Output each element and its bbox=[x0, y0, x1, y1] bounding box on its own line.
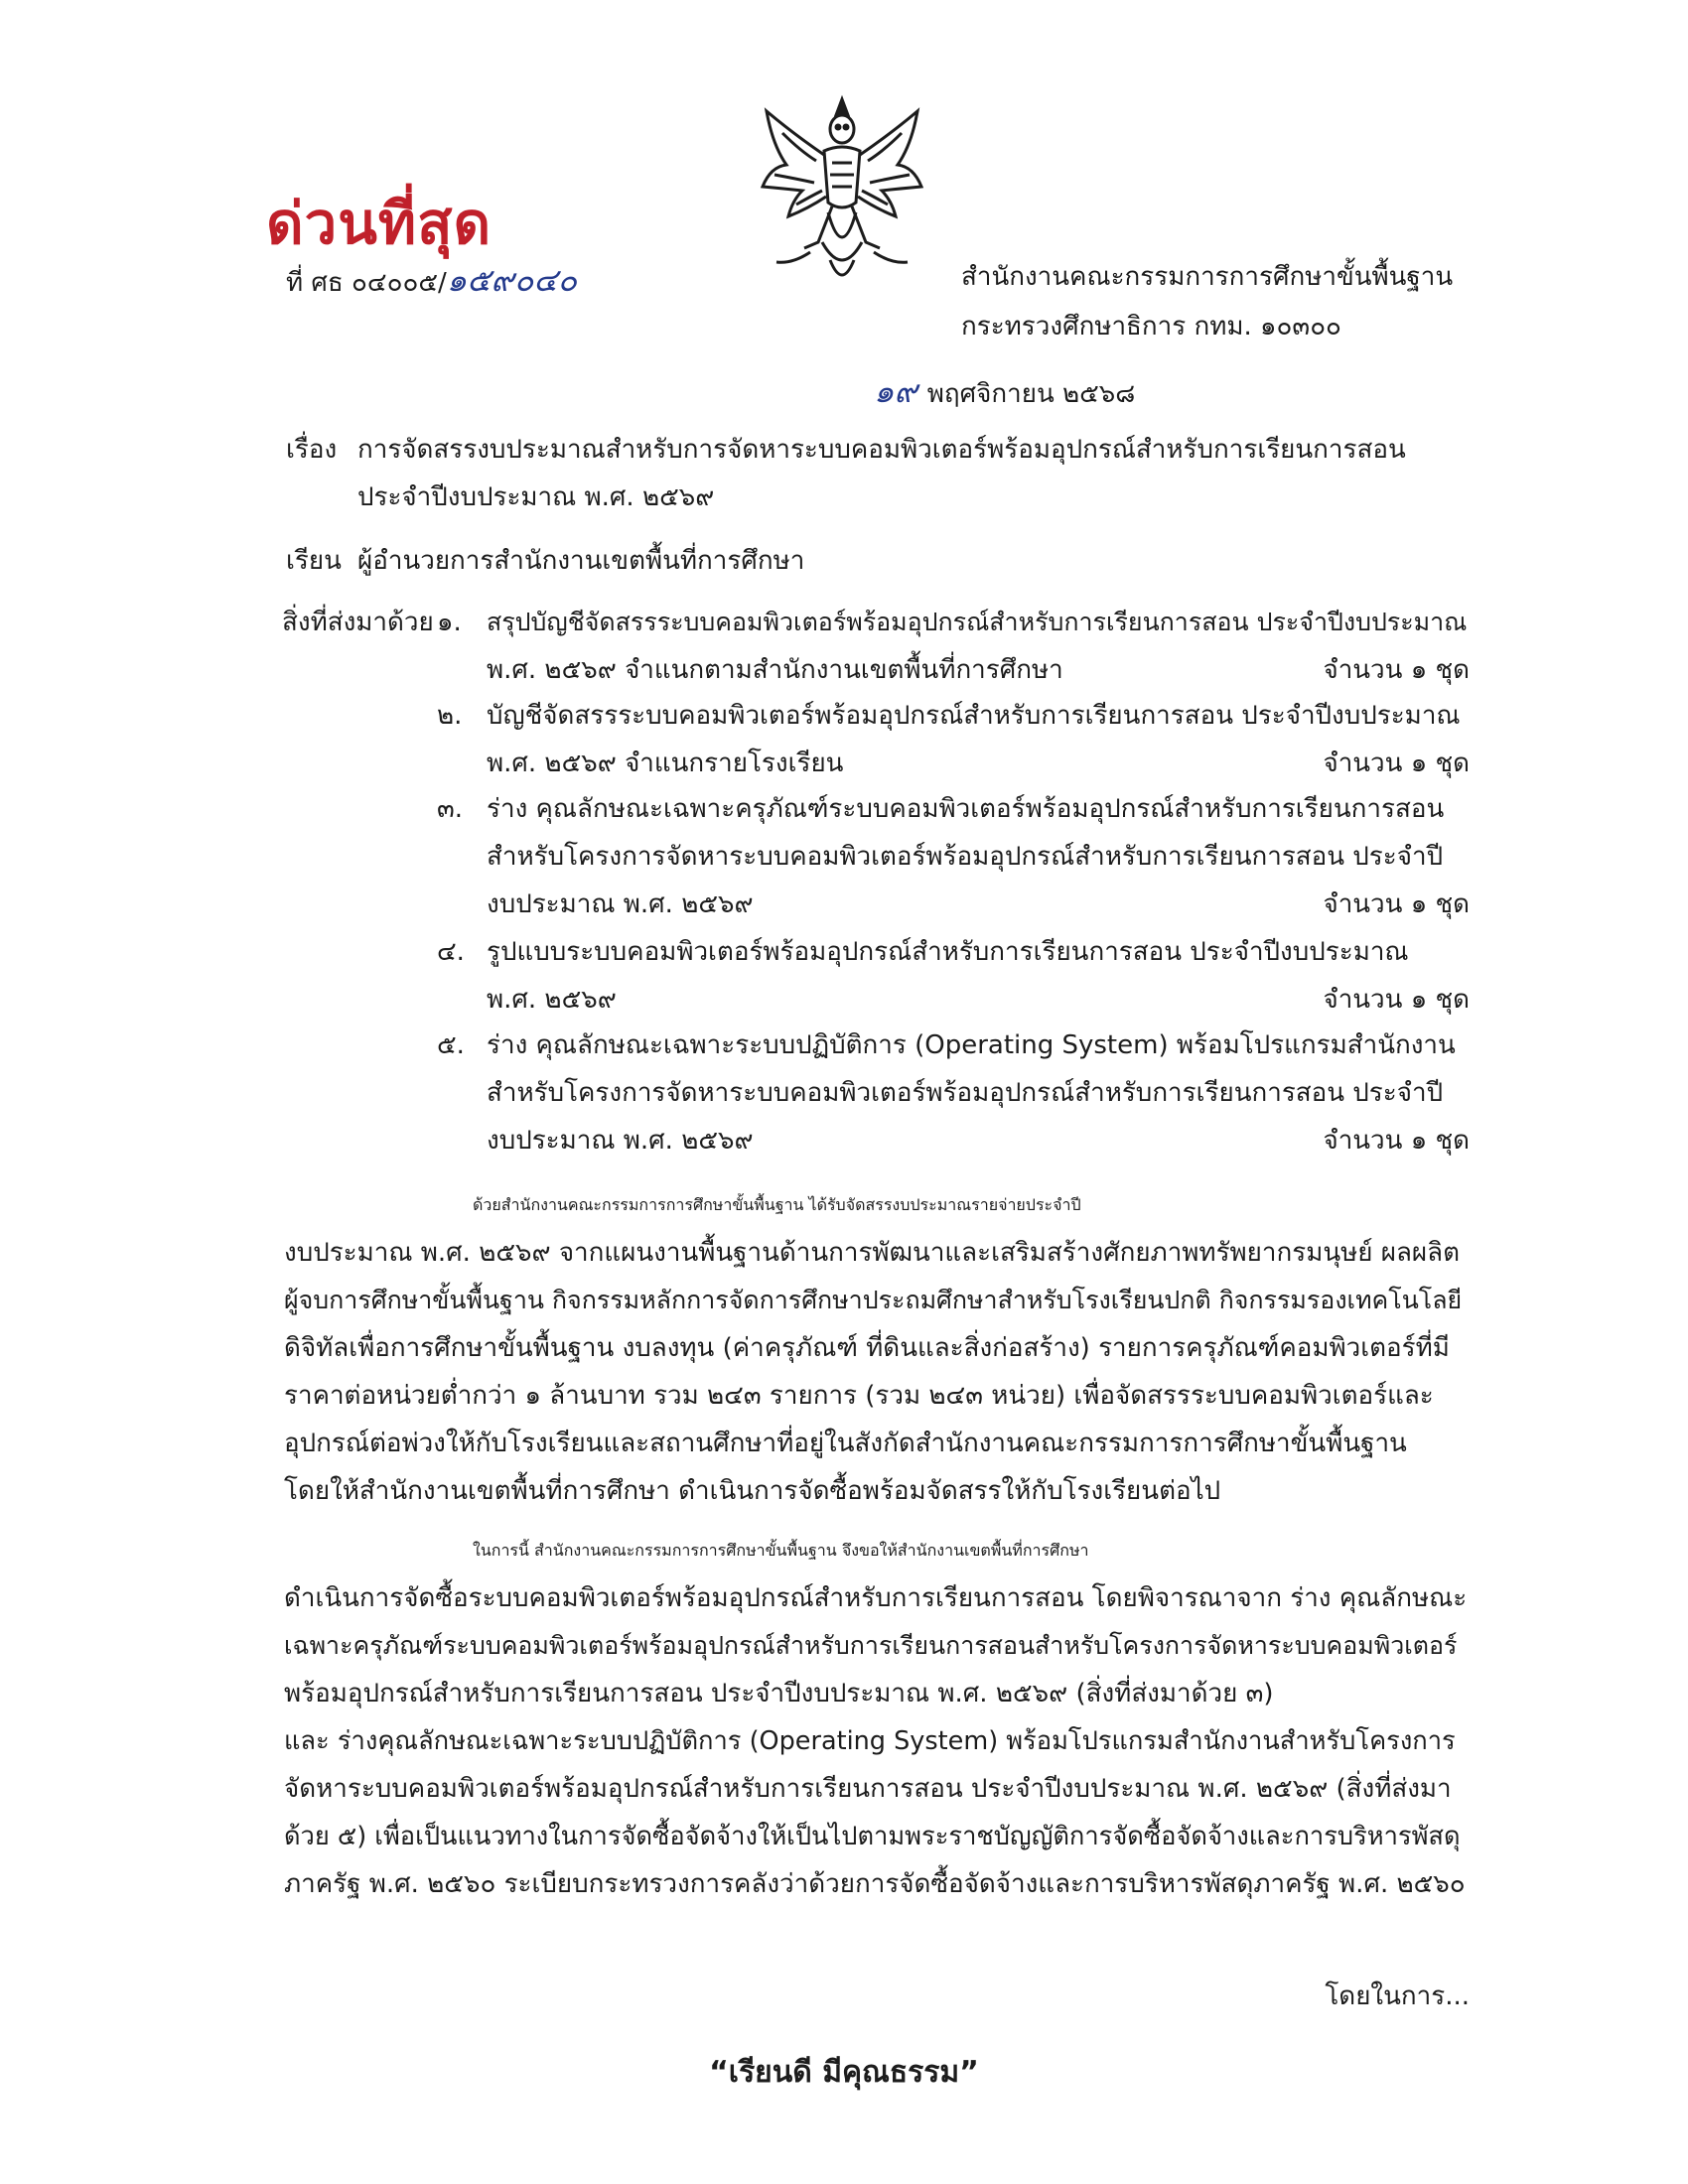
date-handwritten-day: ๑๙ bbox=[874, 372, 917, 410]
enclosure-quantity: จำนวน ๑ ชุด bbox=[1323, 749, 1470, 778]
garuda-emblem-icon bbox=[753, 93, 931, 294]
reference-number bbox=[286, 261, 578, 299]
enclosure-quantity: จำนวน ๑ ชุด bbox=[1323, 655, 1470, 685]
paragraph-line: ด้วยสำนักงานคณะกรรมการการศึกษาขั้นพื้นฐาน ได้รับจัดสรรงบประมาณรายจ่ายประจำปี bbox=[473, 1195, 1081, 1214]
enclosures-label: สิ่งที่ส่งมาด้วย bbox=[282, 608, 434, 637]
enclosure-line: ร่าง คุณลักษณะเฉพาะระบบปฏิบัติการ (Operating System) พร้อมโปรแกรมสำนักงาน bbox=[487, 1030, 1456, 1060]
enclosure-item bbox=[437, 703, 1470, 782]
enclosure-line: พ.ศ. ๒๕๖๙ จำแนกรายโรงเรียน bbox=[487, 749, 844, 778]
paragraph-line: ด้วย ๕) เพื่อเป็นแนวทางในการจัดซื้อจัดจ้างให้เป็นไปตามพระราชบัญญัติการจัดซื้อจัดจ้างและการบริหารพัสดุ bbox=[284, 1822, 1461, 1851]
agency-address: กระทรวงศึกษาธิการ กทม. ๑๐๓๐๐ bbox=[961, 312, 1341, 341]
paragraph-line: ราคาต่อหน่วยต่ำกว่า ๑ ล้านบาท รวม ๒๔๓ รายการ (รวม ๒๔๓ หน่วย) เพื่อจัดสรรระบบคอมพิวเตอร์และ bbox=[284, 1381, 1434, 1411]
enclosure-item bbox=[437, 939, 1470, 1019]
addressee-label: เรียน bbox=[286, 546, 342, 576]
enclosure-number: ๑. bbox=[437, 608, 462, 637]
enclosure-item bbox=[437, 1032, 1470, 1161]
enclosure-line: รูปแบบระบบคอมพิวเตอร์พร้อมอุปกรณ์สำหรับการเรียนการสอน ประจำปีงบประมาณ bbox=[487, 937, 1409, 967]
enclosure-line: พ.ศ. ๒๕๖๙ จำแนกตามสำนักงานเขตพื้นที่การศึกษา bbox=[487, 655, 1063, 685]
paragraph-line: ผู้จบการศึกษาขั้นพื้นฐาน กิจกรรมหลักการจัดการศึกษาประถมศึกษาสำหรับโรงเรียนปกติ กิจกรรมรองเทคโนโลยี bbox=[284, 1286, 1463, 1314]
enclosure-line: สำหรับโครงการจัดหาระบบคอมพิวเตอร์พร้อมอุปกรณ์สำหรับการเรียนการสอน ประจำปี bbox=[487, 842, 1444, 872]
paragraph-line: จัดหาระบบคอมพิวเตอร์พร้อมอุปกรณ์สำหรับการเรียนการสอน ประจำปีงบประมาณ พ.ศ. ๒๕๖๙ (สิ่งที่ส่งมา bbox=[284, 1774, 1452, 1804]
paragraph-line: ดิจิทัลเพื่อการศึกษาขั้นพื้นฐาน งบลงทุน (ค่าครุภัณฑ์ ที่ดินและสิ่งก่อสร้าง) รายการครุภัณฑ์คอมพิวเตอร์ที่มี bbox=[284, 1333, 1450, 1363]
paragraph-line: งบประมาณ พ.ศ. ๒๕๖๙ จากแผนงานพื้นฐานด้านการพัฒนาและเสริมสร้างศักยภาพทรัพยากรมนุษย์ ผลผลิต bbox=[284, 1238, 1460, 1268]
subject-label: เรื่อง bbox=[286, 435, 338, 465]
paragraph-line: เฉพาะครุภัณฑ์ระบบคอมพิวเตอร์พร้อมอุปกรณ์สำหรับการเรียนการสอนสำหรับโครงการจัดหาระบบคอมพิวเตอร์ bbox=[284, 1631, 1458, 1660]
enclosure-number: ๕. bbox=[437, 1030, 465, 1060]
agency-name: สำนักงานคณะกรรมการการศึกษาขั้นพื้นฐาน bbox=[961, 262, 1454, 292]
enclosure-line: สรุปบัญชีจัดสรรระบบคอมพิวเตอร์พร้อมอุปกรณ์สำหรับการเรียนการสอน ประจำปีงบประมาณ bbox=[487, 608, 1468, 636]
enclosure-number: ๔. bbox=[437, 937, 465, 967]
enclosure-quantity: จำนวน ๑ ชุด bbox=[1323, 1126, 1470, 1156]
enclosure-quantity: จำนวน ๑ ชุด bbox=[1323, 985, 1470, 1015]
enclosure-number: ๓. bbox=[437, 794, 464, 824]
enclosure-line: สำหรับโครงการจัดหาระบบคอมพิวเตอร์พร้อมอุปกรณ์สำหรับการเรียนการสอน ประจำปี bbox=[487, 1078, 1444, 1108]
paragraph-line: พร้อมอุปกรณ์สำหรับการเรียนการสอน ประจำปีงบประมาณ พ.ศ. ๒๕๖๙ (สิ่งที่ส่งมาด้วย ๓) bbox=[284, 1679, 1274, 1708]
motto: “เรียนดี มีคุณธรรม” bbox=[709, 2055, 979, 2090]
addressee-text: ผู้อำนวยการสำนักงานเขตพื้นที่การศึกษา bbox=[357, 546, 805, 576]
urgency-label: ด่วนที่สุด bbox=[266, 190, 492, 257]
enclosure-item bbox=[437, 796, 1470, 925]
paragraph-line: ในการนี้ สำนักงานคณะกรรมการการศึกษาขั้นพื้นฐาน จึงขอให้สำนักงานเขตพื้นที่การศึกษา bbox=[473, 1541, 1089, 1560]
enclosure-line: บัญชีจัดสรรระบบคอมพิวเตอร์พร้อมอุปกรณ์สำหรับการเรียนการสอน ประจำปีงบประมาณ bbox=[487, 701, 1461, 731]
paragraph-line: ภาครัฐ พ.ศ. ๒๕๖๐ ระเบียบกระทรวงการคลังว่าด้วยการจัดซื้อจัดจ้างและการบริหารพัสดุภาครัฐ พ.ศ. ๒๕๖๐ bbox=[284, 1869, 1466, 1899]
enclosure-item bbox=[437, 610, 1470, 689]
enclosure-quantity: จำนวน ๑ ชุด bbox=[1323, 889, 1470, 919]
enclosure-line: งบประมาณ พ.ศ. ๒๕๖๙ bbox=[487, 889, 754, 919]
subject-line-2: ประจำปีงบประมาณ พ.ศ. ๒๕๖๙ bbox=[357, 482, 715, 512]
subject-line-1: การจัดสรรงบประมาณสำหรับการจัดหาระบบคอมพิวเตอร์พร้อมอุปกรณ์สำหรับการเรียนการสอน bbox=[357, 435, 1406, 465]
body-paragraph-2 bbox=[284, 1527, 1472, 1908]
paragraph-line: ดำเนินการจัดซื้อระบบคอมพิวเตอร์พร้อมอุปกรณ์สำหรับการเรียนการสอน โดยพิจารณาจาก ร่าง คุณลักษณะ bbox=[284, 1583, 1468, 1613]
document-date bbox=[874, 372, 1136, 410]
enclosure-line: ร่าง คุณลักษณะเฉพาะครุภัณฑ์ระบบคอมพิวเตอร์พร้อมอุปกรณ์สำหรับการเรียนการสอน bbox=[487, 794, 1445, 824]
enclosure-line: งบประมาณ พ.ศ. ๒๕๖๙ bbox=[487, 1126, 754, 1156]
reference-handwritten: ๑๕๙๐๔๐ bbox=[446, 261, 578, 299]
body-paragraph-1 bbox=[284, 1181, 1472, 1515]
page-continuation: โดยในการ... bbox=[1325, 1981, 1470, 2011]
enclosure-number: ๒. bbox=[437, 701, 463, 731]
paragraph-line: โดยให้สำนักงานเขตพื้นที่การศึกษา ดำเนินการจัดซื้อพร้อมจัดสรรให้กับโรงเรียนต่อไป bbox=[284, 1476, 1221, 1506]
date-month-year: พฤศจิกายน ๒๕๖๘ bbox=[926, 379, 1136, 409]
paragraph-line: และ ร่างคุณลักษณะเฉพาะระบบปฏิบัติการ (Operating System) พร้อมโปรแกรมสำนักงานสำหรับโครงการ bbox=[284, 1726, 1456, 1756]
paragraph-line: อุปกรณ์ต่อพ่วงให้กับโรงเรียนและสถานศึกษาที่อยู่ในสังกัดสำนักงานคณะกรรมการการศึกษาขั้นพื้นฐาน bbox=[284, 1429, 1407, 1458]
reference-prefix: ที่ ศธ ๐๔๐๐๕/ bbox=[286, 268, 447, 298]
enclosure-line: พ.ศ. ๒๕๖๙ bbox=[487, 985, 617, 1015]
